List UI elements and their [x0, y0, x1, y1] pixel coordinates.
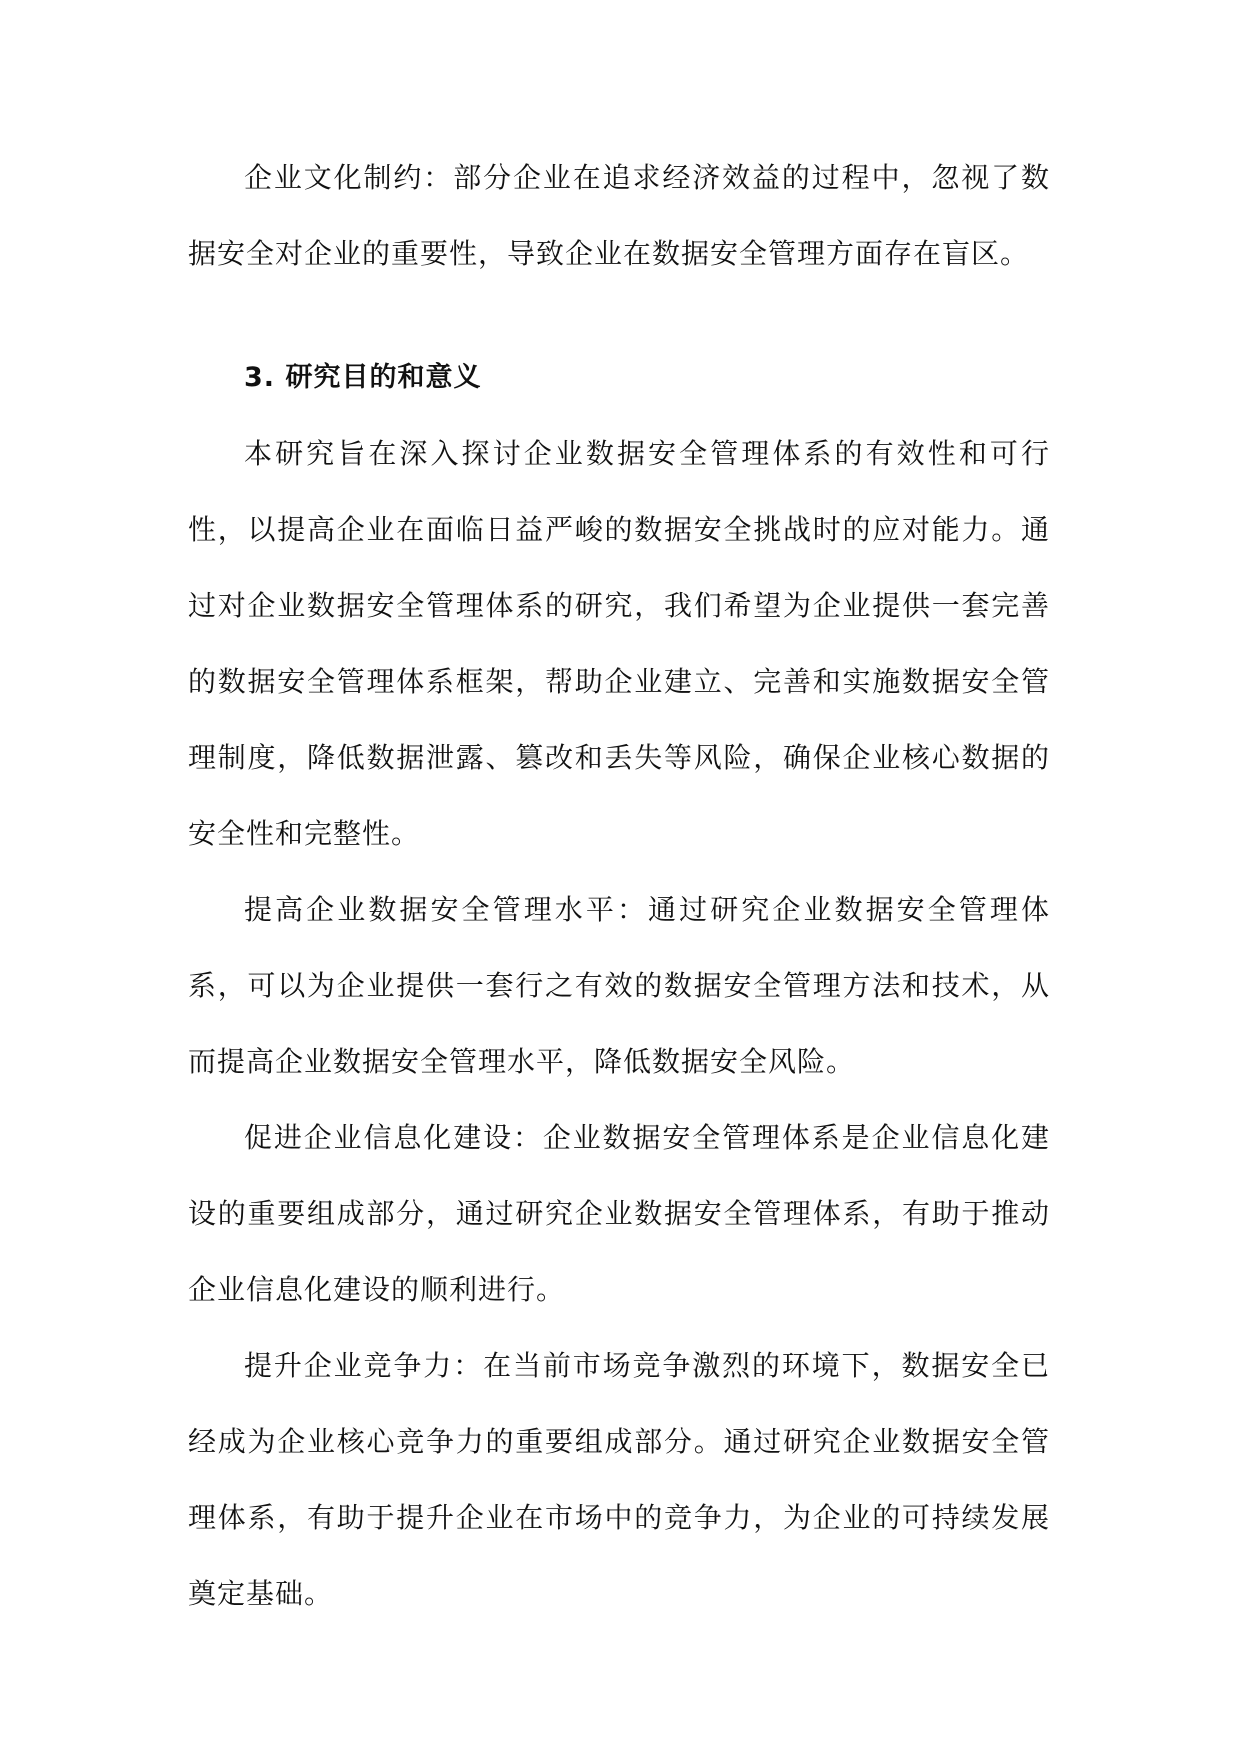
paragraph-informatization: 促进企业信息化建设：企业数据安全管理体系是企业信息化建设的重要组成部分，通过研究企业数据安全管理体系，有助于推动企业信息化建设的顺利进行。 [188, 1121, 1050, 1306]
document-body [188, 140, 1050, 1632]
paragraph-corporate-culture: 企业文化制约：部分企业在追求经济效益的过程中，忽视了数据安全对企业的重要性，导致企业在数据安全管理方面存在盲区。 [188, 161, 1050, 270]
section-heading: 3. 研究目的和意义 [244, 362, 482, 393]
paragraph-competitiveness: 提升企业竞争力：在当前市场竞争激烈的环境下，数据安全已经成为企业核心竞争力的重要组成部分。通过研究企业数据安全管理体系，有助于提升企业在市场中的竞争力，为企业的可持续发展奠定基础。 [188, 1349, 1050, 1610]
paragraph-improve-management: 提高企业数据安全管理水平：通过研究企业数据安全管理体系，可以为企业提供一套行之有效的数据安全管理方法和技术，从而提高企业数据安全管理水平，降低数据安全风险。 [188, 893, 1050, 1078]
paragraph-research-purpose: 本研究旨在深入探讨企业数据安全管理体系的有效性和可行性，以提高企业在面临日益严峻的数据安全挑战时的应对能力。通过对企业数据安全管理体系的研究，我们希望为企业提供一套完善的数据安全管理体系框架，帮助企业建立、完善和实施数据安全管理制度，降低数据泄露、篡改和丢失等风险，确保企业核心数据的安全性和完整性。 [188, 437, 1050, 850]
